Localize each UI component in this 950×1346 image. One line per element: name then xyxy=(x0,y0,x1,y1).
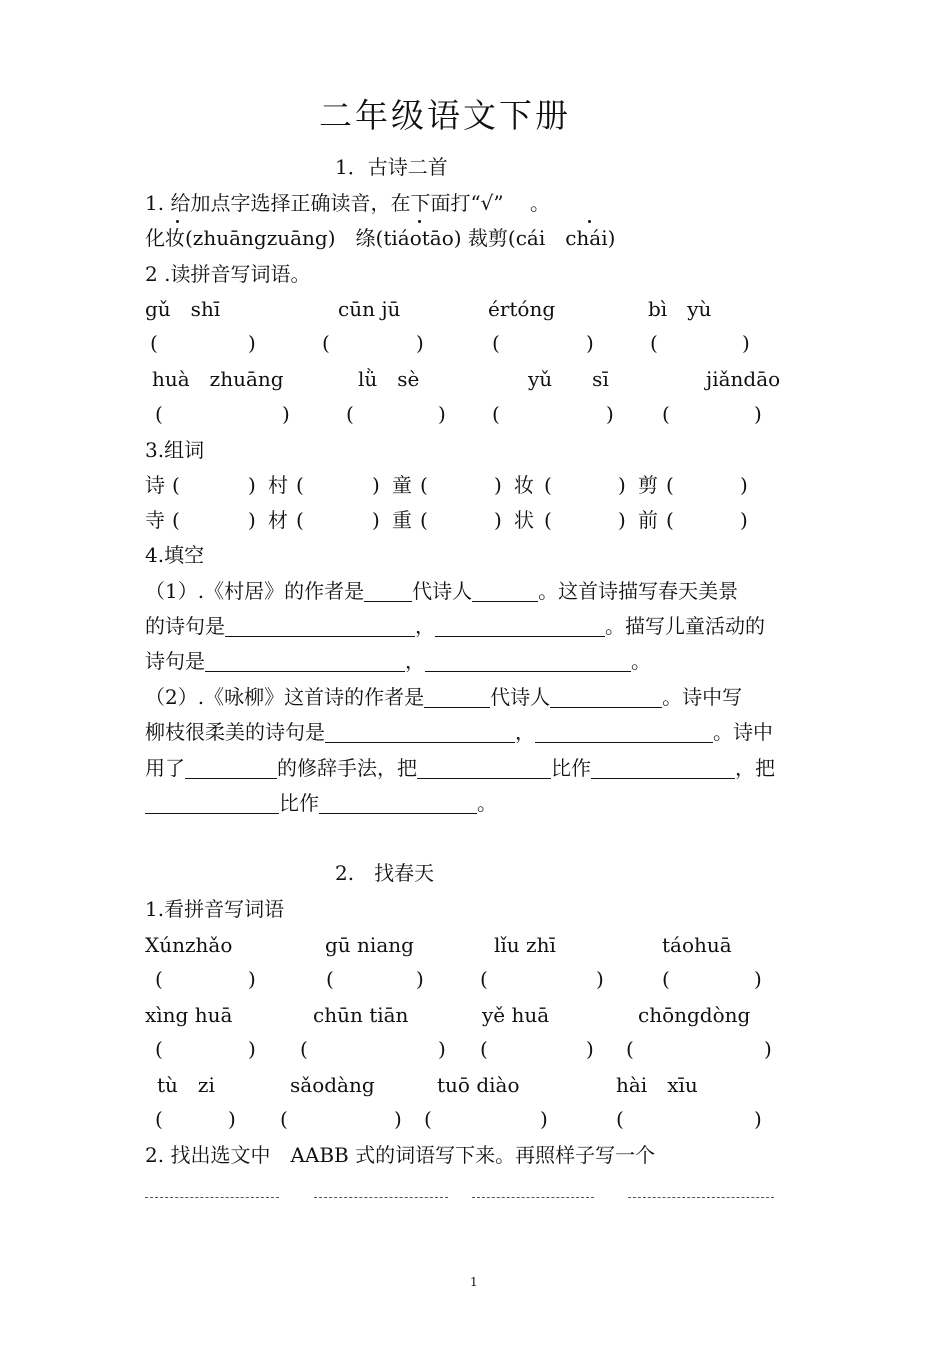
lesson1-q1-prompt: 1. 给加点字选择正确读音，在下面打“√” 。 xyxy=(145,191,550,215)
fill-line xyxy=(145,613,765,639)
fill-text: 比作 xyxy=(279,791,319,815)
word-char: 剪 xyxy=(638,473,658,497)
pinyin-item: tù zi xyxy=(157,1073,215,1097)
answer-paren[interactable]: ( xyxy=(662,967,670,991)
answer-paren[interactable]: ( xyxy=(666,508,674,532)
answer-paren: ) xyxy=(618,508,626,532)
answer-paren: ) xyxy=(248,473,256,497)
answer-paren[interactable]: ( xyxy=(544,508,552,532)
answer-paren: ) xyxy=(540,1107,548,1131)
word-char: 寺 xyxy=(145,508,165,532)
answer-paren[interactable]: ( xyxy=(480,1037,488,1061)
fill-line xyxy=(145,755,775,781)
answer-blank[interactable] xyxy=(472,581,538,602)
lesson2-q1-label: 1.看拼音写词语 xyxy=(145,897,285,921)
answer-paren[interactable]: ( xyxy=(322,331,330,355)
lesson1-q2-label: 2 .读拼音写词语。 xyxy=(145,262,311,286)
fill-text: 用了 xyxy=(145,756,185,780)
answer-paren: ) xyxy=(438,402,446,426)
answer-blank[interactable] xyxy=(424,687,490,708)
fill-text: 柳枝很柔美的诗句是 xyxy=(145,720,325,744)
answer-paren: ) xyxy=(586,1037,594,1061)
answer-blank[interactable] xyxy=(435,616,605,637)
pinyin-item: yǔ sī xyxy=(528,367,609,391)
answer-paren[interactable]: ( xyxy=(666,473,674,497)
pinyin-item: chūn tiān xyxy=(313,1003,409,1027)
pinyin-item: táohuā xyxy=(662,933,732,957)
fill-line xyxy=(145,719,773,745)
fill-text: 比作 xyxy=(551,756,591,780)
page-number: 1 xyxy=(470,1275,478,1289)
answer-blank[interactable] xyxy=(425,651,631,672)
fill-line xyxy=(145,648,651,674)
fill-line xyxy=(145,578,738,604)
answer-paren: ) xyxy=(754,1107,762,1131)
pinyin-item: értóng xyxy=(488,297,556,321)
answer-paren: ) xyxy=(494,508,502,532)
fill-text: 。诗中 xyxy=(713,720,773,744)
answer-paren: ) xyxy=(754,402,762,426)
answer-paren[interactable]: ( xyxy=(155,402,163,426)
word-char: 妆 xyxy=(514,473,534,497)
answer-blank[interactable] xyxy=(364,581,412,602)
answer-paren: ) xyxy=(248,508,256,532)
answer-blank[interactable] xyxy=(319,793,477,814)
answer-line[interactable] xyxy=(628,1197,774,1198)
answer-paren: ) xyxy=(596,967,604,991)
answer-blank[interactable] xyxy=(535,722,713,743)
answer-paren[interactable]: ( xyxy=(300,1037,308,1061)
fill-line xyxy=(145,684,742,710)
pinyin-item: bì yù xyxy=(648,297,712,321)
answer-paren[interactable]: ( xyxy=(155,967,163,991)
emphasis-dot xyxy=(588,220,591,223)
answer-paren[interactable]: ( xyxy=(626,1037,634,1061)
answer-paren[interactable]: ( xyxy=(346,402,354,426)
answer-paren[interactable]: ( xyxy=(296,473,304,497)
answer-paren[interactable]: ( xyxy=(280,1107,288,1131)
fill-text: 。这首诗描写春天美景 xyxy=(538,579,739,603)
answer-paren: ) xyxy=(248,331,256,355)
fill-text: 代诗人 xyxy=(490,685,551,709)
lesson1-q4-label: 4.填空 xyxy=(145,543,205,567)
fill-text: （1）.《村居》的作者是 xyxy=(145,579,365,603)
pinyin-item: yě huā xyxy=(482,1003,550,1027)
answer-paren: ) xyxy=(282,402,290,426)
answer-paren: ) xyxy=(494,473,502,497)
answer-paren[interactable]: ( xyxy=(155,1037,163,1061)
answer-paren: ) xyxy=(438,1037,446,1061)
pinyin-item: cūn jū xyxy=(338,297,401,321)
pinyin-item: hài xīu xyxy=(616,1073,698,1097)
pinyin-item: huà zhuāng xyxy=(152,367,284,391)
pinyin-item: gū niang xyxy=(325,933,414,957)
answer-paren[interactable]: ( xyxy=(172,473,180,497)
answer-paren[interactable]: ( xyxy=(662,402,670,426)
word-char: 重 xyxy=(392,508,412,532)
answer-paren[interactable]: ( xyxy=(155,1107,163,1131)
answer-paren: ) xyxy=(416,967,424,991)
fill-line xyxy=(145,790,497,816)
answer-blank[interactable] xyxy=(225,616,415,637)
answer-paren[interactable]: ( xyxy=(420,473,428,497)
pinyin-item: Xúnzhǎo xyxy=(145,933,233,957)
answer-paren[interactable]: ( xyxy=(650,331,658,355)
answer-paren[interactable]: ( xyxy=(480,967,488,991)
fill-text: 诗句是 xyxy=(145,649,205,673)
answer-line[interactable] xyxy=(472,1197,594,1198)
fill-text: ， xyxy=(405,649,425,673)
answer-paren: ) xyxy=(372,508,380,532)
word-char: 诗 xyxy=(145,473,165,497)
answer-paren: ) xyxy=(248,1037,256,1061)
fill-text: 。 xyxy=(477,791,497,815)
answer-paren: ) xyxy=(618,473,626,497)
lesson1-q1-options: 化妆(zhuāngzuāng) 绦(tiáotāo) 裁剪(cái chái) xyxy=(145,226,616,250)
fill-text: ， xyxy=(515,720,535,744)
pinyin-item: lǜ sè xyxy=(358,367,420,391)
answer-paren: ) xyxy=(416,331,424,355)
answer-paren[interactable]: ( xyxy=(544,473,552,497)
answer-paren: ) xyxy=(606,402,614,426)
lesson2-heading: 2. 找春天 xyxy=(335,861,435,885)
fill-text: 。诗中写 xyxy=(662,685,743,709)
fill-text: 的修辞手法，把 xyxy=(277,756,417,780)
answer-paren: ) xyxy=(248,967,256,991)
answer-blank[interactable] xyxy=(145,793,279,814)
answer-paren[interactable]: ( xyxy=(150,331,158,355)
answer-blank[interactable] xyxy=(185,758,277,779)
pinyin-item: jiǎndāo xyxy=(706,367,781,391)
fill-text: （2）.《咏柳》这首诗的作者是 xyxy=(145,685,425,709)
answer-line[interactable] xyxy=(145,1197,279,1198)
lesson1-heading: 1．古诗二首 xyxy=(335,155,448,179)
answer-paren[interactable]: ( xyxy=(424,1107,432,1131)
answer-paren: ) xyxy=(372,473,380,497)
answer-paren: ) xyxy=(228,1107,236,1131)
fill-text: 。 xyxy=(631,649,651,673)
answer-paren[interactable]: ( xyxy=(172,508,180,532)
fill-text: 代诗人 xyxy=(412,579,473,603)
answer-paren: ) xyxy=(740,473,748,497)
word-char: 童 xyxy=(392,473,412,497)
emphasis-dot xyxy=(418,220,421,223)
word-char: 材 xyxy=(268,508,288,532)
answer-paren[interactable]: ( xyxy=(420,508,428,532)
answer-paren: ) xyxy=(742,331,750,355)
fill-text: 的诗句是 xyxy=(145,614,225,638)
fill-text: 。描写儿童活动的 xyxy=(605,614,765,638)
word-char: 村 xyxy=(268,473,288,497)
pinyin-item: sǎodàng xyxy=(290,1073,375,1097)
answer-blank[interactable] xyxy=(205,651,405,672)
answer-paren: ) xyxy=(754,967,762,991)
pinyin-item: chōngdòng xyxy=(638,1003,751,1027)
answer-blank[interactable] xyxy=(417,758,551,779)
answer-paren[interactable]: ( xyxy=(492,402,500,426)
pinyin-item: tuō diào xyxy=(437,1073,520,1097)
answer-paren[interactable]: ( xyxy=(326,967,334,991)
answer-blank[interactable] xyxy=(550,687,662,708)
pinyin-item: gǔ shī xyxy=(145,297,221,321)
word-char: 前 xyxy=(638,508,658,532)
emphasis-dot xyxy=(176,220,179,223)
answer-blank[interactable] xyxy=(591,758,735,779)
page-title: 二年级语文下册 xyxy=(319,96,571,135)
answer-paren[interactable]: ( xyxy=(616,1107,624,1131)
answer-paren: ) xyxy=(586,331,594,355)
pinyin-item: lǐu zhī xyxy=(494,933,556,957)
pinyin-item: xìng huā xyxy=(145,1003,233,1027)
answer-line[interactable] xyxy=(314,1197,448,1198)
answer-paren: ) xyxy=(764,1037,772,1061)
word-char: 状 xyxy=(514,508,534,532)
answer-paren: ) xyxy=(394,1107,402,1131)
lesson1-q3-label: 3.组词 xyxy=(145,438,205,462)
fill-text: ，把 xyxy=(735,756,775,780)
lesson2-q2-label: 2. 找出选文中 AABB 式的词语写下来。再照样子写一个 xyxy=(145,1143,656,1167)
fill-text: ， xyxy=(415,614,435,638)
answer-paren[interactable]: ( xyxy=(296,508,304,532)
answer-blank[interactable] xyxy=(325,722,515,743)
answer-paren[interactable]: ( xyxy=(492,331,500,355)
answer-paren: ) xyxy=(740,508,748,532)
